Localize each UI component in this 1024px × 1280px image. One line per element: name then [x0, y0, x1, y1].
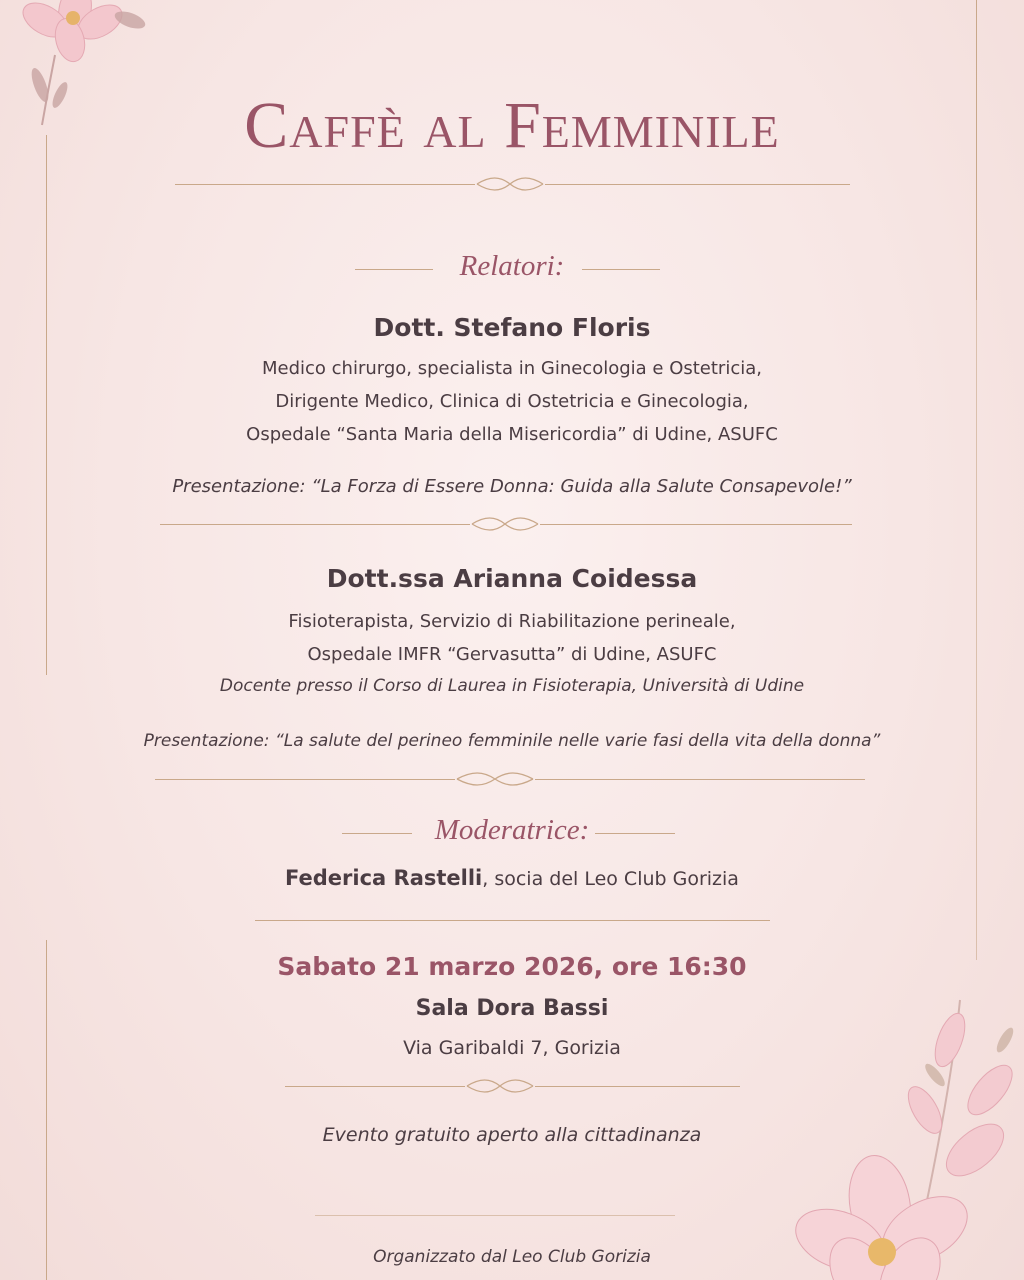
- ornament-icon: [470, 516, 540, 532]
- event-address: Via Garibaldi 7, Gorizia: [403, 1037, 621, 1059]
- moderator-name: Federica Rastelli: [285, 866, 483, 890]
- speaker-2-line-1: Fisioterapista, Servizio di Riabilitazione perineale,: [288, 611, 736, 632]
- divider-4: [255, 920, 770, 921]
- event-date: Sabato 21 marzo 2026, ore 16:30: [277, 952, 747, 981]
- speaker-1-line-2: Dirigente Medico, Clinica di Ostetricia e Ginecologia,: [275, 391, 749, 412]
- divider-3-right: [535, 779, 865, 780]
- divider-2-right: [540, 524, 852, 525]
- event-venue: Sala Dora Bassi: [415, 996, 609, 1021]
- speakers-label-line-right: [582, 269, 660, 270]
- divider-5-left: [285, 1086, 465, 1087]
- page-title: Caffè al Femminile: [244, 89, 780, 162]
- divider-2-left: [160, 524, 470, 525]
- speaker-1-line-1: Medico chirurgo, specialista in Ginecologia e Ostetricia,: [262, 358, 762, 379]
- speaker-2-line-2: Ospedale IMFR “Gervasutta” di Udine, ASUFC: [307, 644, 717, 665]
- speaker-1-line-3: Ospedale “Santa Maria della Misericordia” di Udine, ASUFC: [246, 424, 778, 445]
- frame-left-bottom-line: [46, 940, 47, 1280]
- divider-6: [315, 1215, 675, 1216]
- speaker-2-presentation: Presentazione: “La salute del perineo femminile nelle varie fasi della vita della donna”: [143, 731, 881, 751]
- divider-5-right: [535, 1086, 740, 1087]
- speaker-1-presentation: Presentazione: “La Forza di Essere Donna: Guida alla Salute Consapevole!”: [172, 476, 852, 497]
- speaker-2-name: Dott.ssa Arianna Coidessa: [326, 564, 698, 593]
- moderator-role: , socia del Leo Club Gorizia: [482, 868, 739, 890]
- organizer-note: Organizzato dal Leo Club Gorizia: [373, 1247, 651, 1267]
- speakers-label: Relatori:: [459, 250, 565, 282]
- free-event-note: Evento gratuito aperto alla cittadinanza: [322, 1124, 702, 1146]
- ornament-icon: [455, 771, 535, 787]
- title-divider-left: [175, 184, 475, 185]
- moderator-line: [0, 866, 1024, 890]
- divider-3-left: [155, 779, 455, 780]
- speaker-2-line-3: Docente presso il Corso di Laurea in Fisioterapia, Università di Udine: [219, 676, 805, 696]
- title-divider-right: [545, 184, 850, 185]
- ornament-icon: [465, 1078, 535, 1094]
- moderator-label-line-right: [595, 833, 675, 834]
- ornament-icon: [475, 176, 545, 192]
- moderator-label: Moderatrice:: [434, 814, 590, 846]
- speaker-1-name: Dott. Stefano Floris: [373, 313, 651, 342]
